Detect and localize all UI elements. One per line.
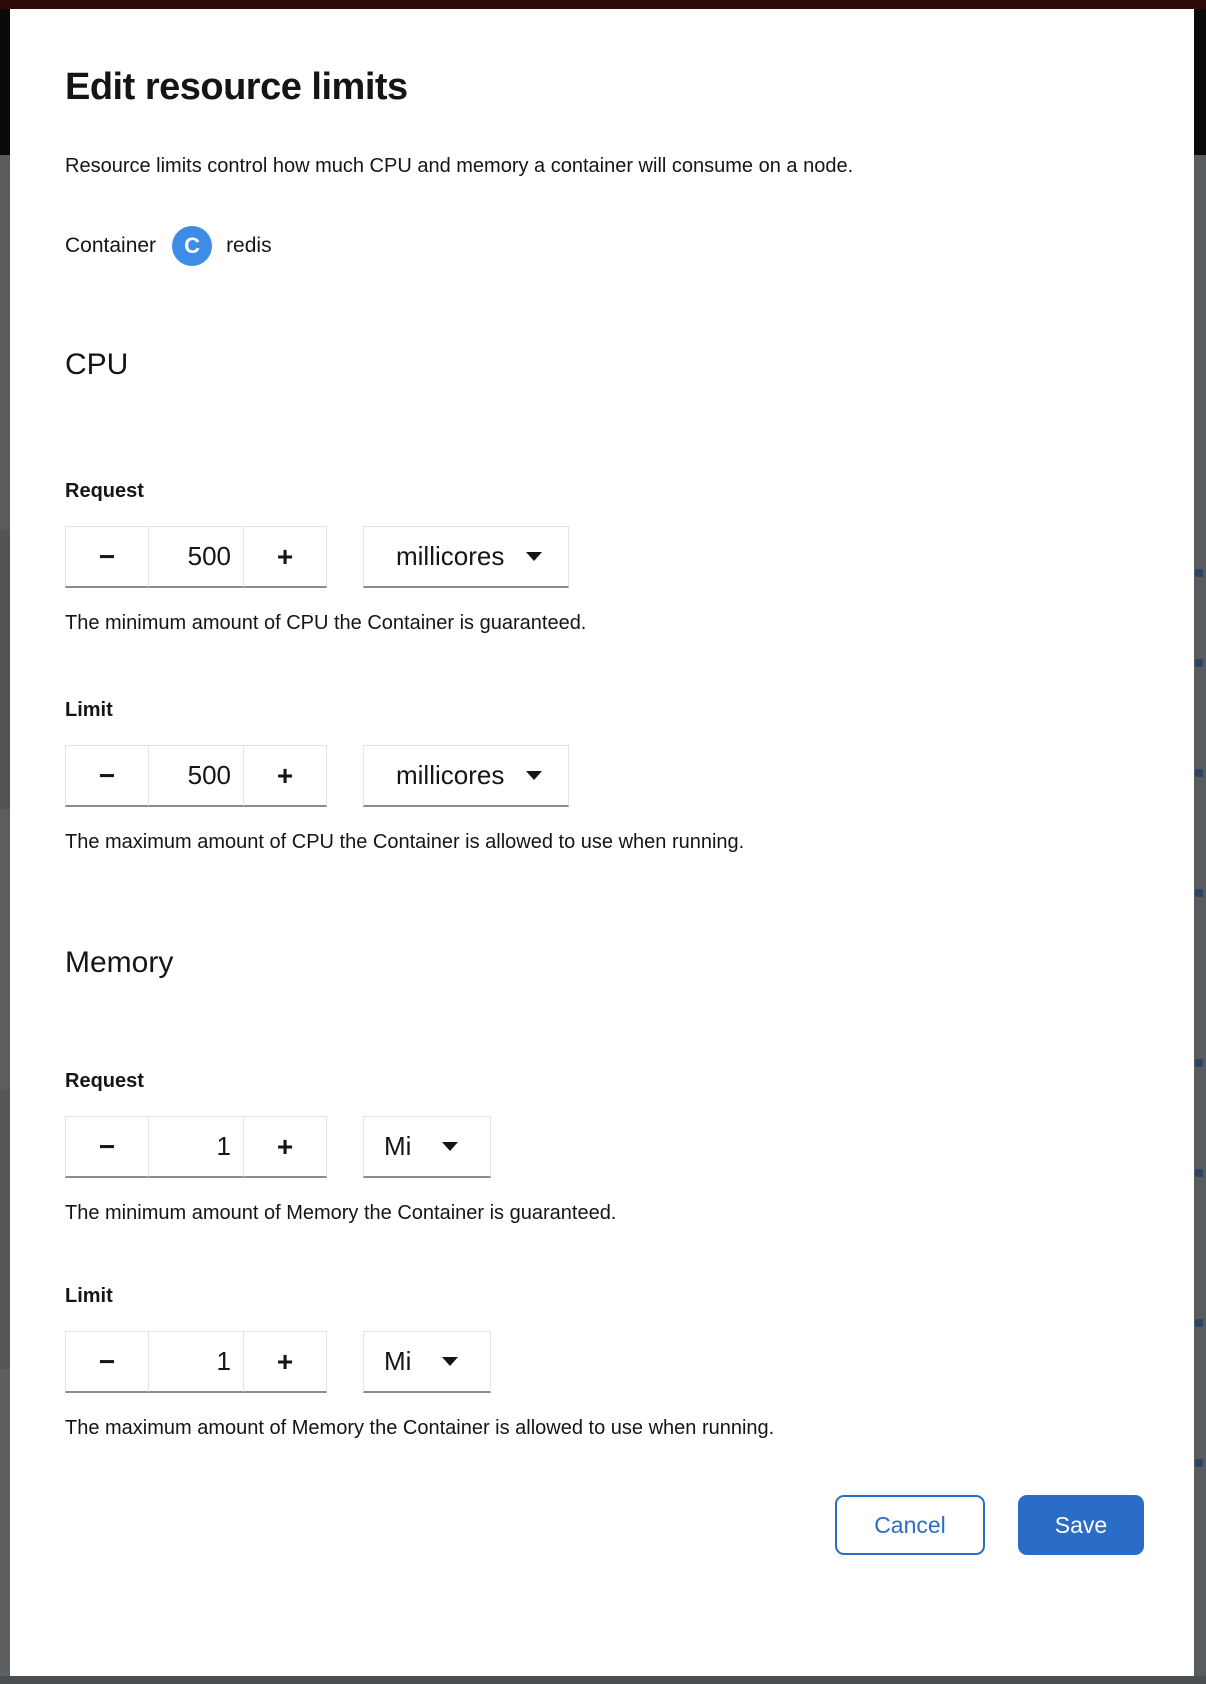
container-row	[65, 226, 1144, 266]
memory-request-minus-button[interactable]: −	[65, 1116, 149, 1178]
cpu-request-plus-button[interactable]: +	[243, 526, 327, 588]
cpu-request-value-cell	[148, 526, 244, 588]
chevron-down-icon	[442, 1357, 458, 1366]
container-name: redis	[226, 234, 272, 257]
backdrop-bottom-strip	[0, 1676, 1206, 1684]
cpu-limit-value-cell	[148, 745, 244, 807]
modal-footer	[65, 1495, 1144, 1555]
cpu-request-value-input[interactable]	[153, 541, 231, 572]
cpu-request-unit-dropdown[interactable]	[363, 526, 569, 588]
cpu-limit-plus-button[interactable]: +	[243, 745, 327, 807]
modal-title: Edit resource limits	[65, 66, 408, 108]
cpu-request-unit-value: millicores	[396, 541, 505, 571]
memory-limit-label: Limit	[65, 1285, 113, 1307]
cpu-section-heading: CPU	[65, 348, 129, 381]
backdrop-top-bar	[0, 0, 1206, 9]
cpu-request-field	[65, 526, 1144, 588]
memory-limit-field	[65, 1331, 1144, 1393]
edit-resource-limits-modal	[10, 9, 1194, 1676]
modal-description: Resource limits control how much CPU and memory a container will consume on a node.	[65, 155, 854, 177]
cancel-button[interactable]: Cancel	[835, 1495, 985, 1555]
cpu-request-label: Request	[65, 480, 144, 502]
memory-request-field	[65, 1116, 1144, 1178]
memory-request-unit-dropdown[interactable]	[363, 1116, 491, 1178]
save-button[interactable]: Save	[1018, 1495, 1144, 1555]
cpu-limit-minus-button[interactable]: −	[65, 745, 149, 807]
memory-limit-value-cell	[148, 1331, 244, 1393]
cpu-limit-helper-text: The maximum amount of CPU the Container is allowed to use when running.	[65, 831, 745, 853]
chevron-down-icon	[442, 1142, 458, 1151]
backdrop-right-strip	[1194, 9, 1206, 1684]
cpu-limit-unit-value: millicores	[396, 760, 505, 790]
backdrop-left-strip	[0, 9, 10, 1684]
cpu-limit-label: Limit	[65, 699, 113, 721]
memory-request-plus-button[interactable]: +	[243, 1116, 327, 1178]
cpu-limit-field	[65, 745, 1144, 807]
cpu-request-minus-button[interactable]: −	[65, 526, 149, 588]
memory-limit-helper-text: The maximum amount of Memory the Container is allowed to use when running.	[65, 1417, 775, 1439]
memory-limit-plus-button[interactable]: +	[243, 1331, 327, 1393]
memory-section-heading: Memory	[65, 946, 174, 979]
memory-limit-minus-button[interactable]: −	[65, 1331, 149, 1393]
container-badge-icon: C	[172, 226, 212, 266]
memory-request-unit-value: Mi	[384, 1131, 412, 1161]
cpu-limit-spinner	[65, 745, 327, 807]
chevron-down-icon	[526, 552, 542, 561]
cpu-limit-value-input[interactable]	[153, 760, 231, 791]
memory-request-spinner	[65, 1116, 327, 1178]
container-label: Container	[65, 234, 157, 257]
memory-request-value-input[interactable]	[153, 1131, 231, 1162]
memory-limit-unit-dropdown[interactable]	[363, 1331, 491, 1393]
memory-limit-value-input[interactable]	[153, 1346, 231, 1377]
cpu-limit-unit-dropdown[interactable]	[363, 745, 569, 807]
memory-request-label: Request	[65, 1070, 144, 1092]
cpu-request-helper-text: The minimum amount of CPU the Container is guaranteed.	[65, 612, 587, 634]
memory-request-helper-text: The minimum amount of Memory the Container is guaranteed.	[65, 1202, 617, 1224]
cpu-request-spinner	[65, 526, 327, 588]
memory-request-value-cell	[148, 1116, 244, 1178]
chevron-down-icon	[526, 771, 542, 780]
memory-limit-spinner	[65, 1331, 327, 1393]
memory-limit-unit-value: Mi	[384, 1346, 412, 1376]
